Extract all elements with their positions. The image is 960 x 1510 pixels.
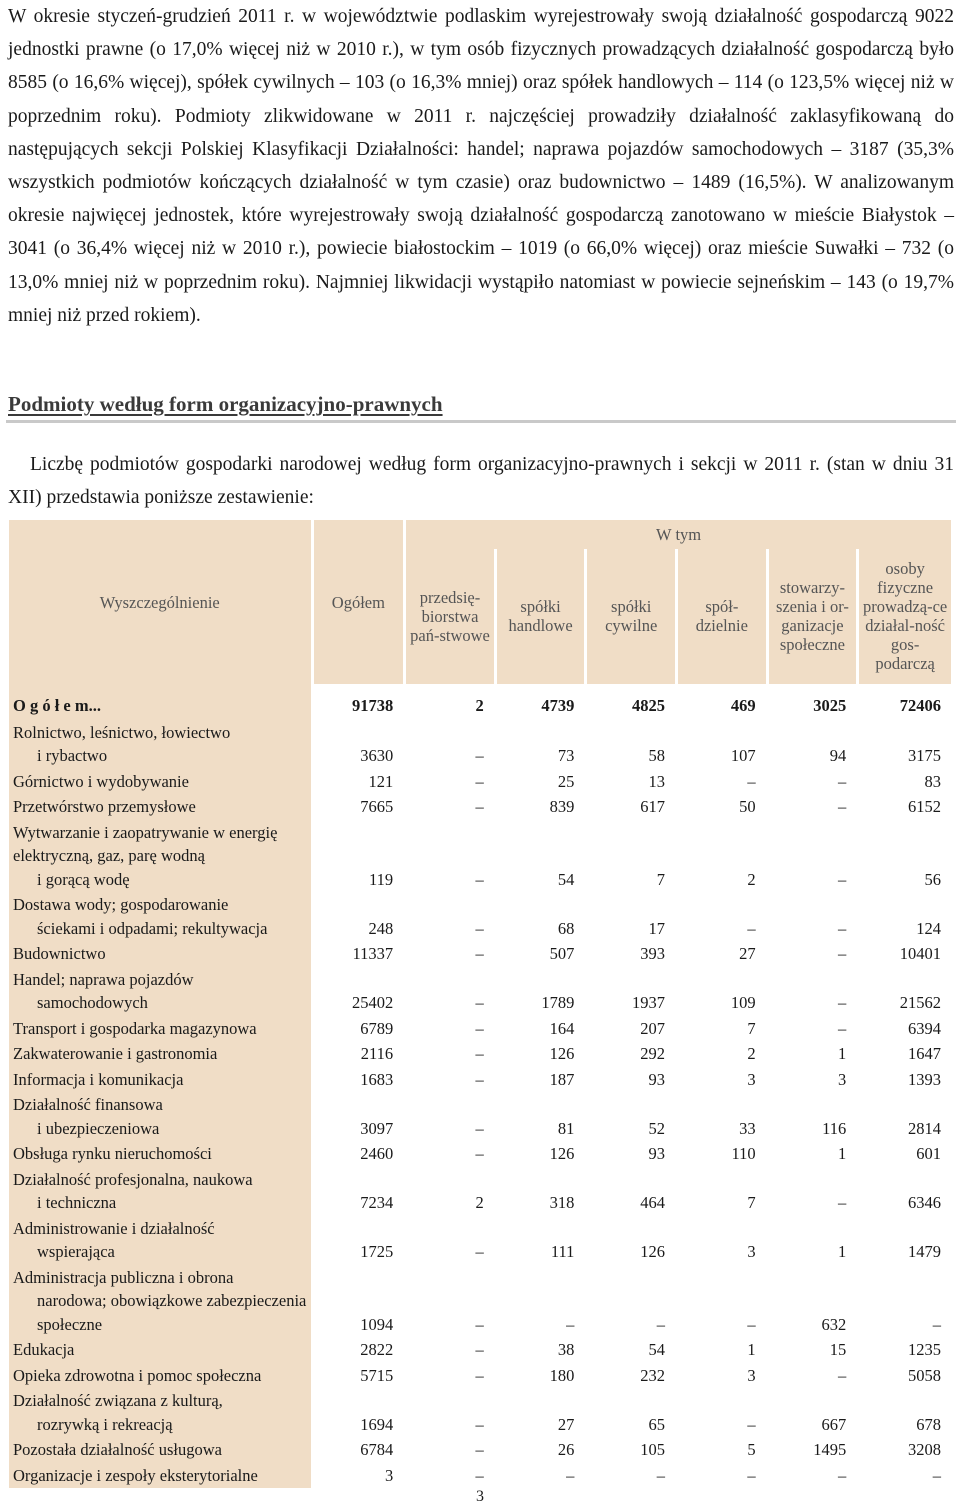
- table-cell: 3: [384, 1465, 394, 1485]
- table-row: [9, 967, 951, 1016]
- table-cell: 2: [747, 869, 756, 889]
- table-cell: –: [747, 1465, 756, 1485]
- table-cell: 1683: [360, 1069, 394, 1089]
- table-cell: –: [475, 1242, 484, 1261]
- row-label: [9, 794, 311, 820]
- table-row: [9, 1092, 951, 1141]
- table-cell: 1393: [908, 1069, 941, 1089]
- table-cell: –: [475, 1465, 484, 1485]
- total-cell: 91738: [351, 696, 394, 715]
- table-cell: 6346: [908, 1193, 941, 1212]
- table-cell: –: [475, 918, 484, 938]
- table-cell: 7: [747, 1193, 756, 1212]
- total-cell: 72406: [899, 696, 941, 715]
- row-label-line: Edukacja: [13, 1340, 75, 1359]
- table-cell: 3: [747, 1365, 756, 1385]
- table-cell: 464: [640, 1193, 666, 1212]
- table-cell: 207: [640, 1018, 666, 1038]
- table-cell: 116: [822, 1118, 847, 1138]
- table-row: [9, 1216, 951, 1265]
- row-label: [9, 892, 311, 941]
- table-cell: 3175: [908, 746, 941, 765]
- table-cell: 2: [475, 1193, 484, 1212]
- row-label-line: Pozostała działalność usługowa: [13, 1440, 222, 1459]
- table-cell: 2460: [360, 1144, 394, 1163]
- header-total: Ogółem: [314, 520, 404, 684]
- table-cell: –: [837, 918, 847, 938]
- table-row: [9, 1388, 951, 1437]
- table-row: [9, 794, 951, 820]
- table-row: [9, 1463, 951, 1489]
- table-cell: 1789: [541, 993, 575, 1012]
- row-label-line: Działalność związana z kulturą,: [13, 1391, 223, 1410]
- table-cell: 3097: [360, 1118, 394, 1138]
- table-cell: 1647: [908, 1044, 941, 1063]
- row-label: [9, 1092, 311, 1141]
- table-cell: 1694: [360, 1414, 394, 1434]
- row-label: [9, 1067, 311, 1093]
- table-cell: –: [837, 993, 847, 1012]
- row-label-line: Organizacje i zespoły eksterytorialne: [13, 1465, 258, 1485]
- table-cell: –: [475, 1440, 484, 1459]
- table-cell: 3: [747, 1242, 756, 1261]
- table-cell: 187: [549, 1069, 575, 1089]
- header-w-tym: W tym: [406, 520, 951, 549]
- table-row: [9, 769, 951, 795]
- table-cell: 1937: [632, 993, 666, 1012]
- table-row: [9, 1265, 951, 1338]
- table-cell: 93: [648, 1069, 666, 1089]
- table-cell: 54: [648, 1340, 666, 1359]
- table-cell: –: [747, 771, 756, 791]
- table-cell: 58: [648, 746, 666, 765]
- table-cell: 121: [368, 771, 394, 791]
- table-cell: 93: [648, 1144, 666, 1163]
- table-cell: 25402: [351, 993, 394, 1012]
- table-cell: 5: [747, 1440, 756, 1459]
- table-cell: –: [475, 1340, 484, 1359]
- row-label-line: Zakwaterowanie i gastronomia: [13, 1044, 218, 1063]
- table-cell: 26: [557, 1440, 575, 1459]
- stats-table: [6, 520, 954, 1488]
- table-cell: –: [656, 1314, 666, 1334]
- row-label: [9, 941, 311, 967]
- row-label: [9, 720, 311, 769]
- row-label: [9, 1463, 311, 1489]
- header-name: Wyszczególnienie: [9, 520, 311, 684]
- table-cell: 3: [747, 1069, 756, 1089]
- table-row: [9, 720, 951, 769]
- table-cell: –: [837, 1465, 847, 1485]
- row-label: [9, 1167, 311, 1216]
- table-cell: 292: [640, 1044, 666, 1063]
- table-cell: 7: [656, 869, 666, 889]
- table-cell: 1: [837, 1044, 847, 1063]
- table-row: [9, 1337, 951, 1363]
- table-cell: 54: [557, 869, 575, 889]
- table-cell: –: [475, 1118, 484, 1138]
- header-spoldzielnie: spół-dzielnie: [678, 549, 766, 684]
- row-label-continuation: i techniczna: [37, 1193, 117, 1212]
- row-label-continuation: i gorącą wodę: [37, 869, 130, 889]
- intro-paragraph: W okresie styczeń-grudzień 2011 r. w województwie podlaskim wyrejestrowały swoją działalność gospodarczą 9022 jednostki prawne (o 17,0% więcej niż w 2010 r.), w tym osób fizycznych prowadzących działalność gospodarczą było 8585 (o 16,6% więcej), spółek cywilnych – 103 (o 16,3% mniej) oraz spółek handlowych – 114 (o 123,5% więcej niż w poprzednim roku). Podmioty zlikwidowane w 2011 r. najczęściej prowadziły działalność zaklasyfikowaną do następujących sekcji Polskiej Klasyfikacji Działalności: handel; naprawa pojazdów samochodowych – 3187 (35,3% wszystkich podmiotów kończących działalność w tym czasie) oraz budownictwo – 1489 (16,5%). W analizowanym okresie najwięcej jednostek, które wyrejestrowały swoją działalność gospodarczą zanotowano w mieście Białystok – 3041 (o 36,4% więcej niż w 2010 r.), powiecie białostockim – 1019 (o 66,0% więcej) oraz mieście Suwałki – 732 (o 13,0% mniej niż w poprzednim roku). Najmniej likwidacji wystąpiło natomiast w powiecie sejneńskim – 143 (o 19,7% mniej niż przed rokiem).: [8, 6, 954, 326]
- row-label-continuation: rozrywką i rekreacją: [37, 1414, 173, 1434]
- table-row: [9, 1141, 951, 1167]
- table-cell: –: [747, 918, 756, 938]
- table-cell: 632: [821, 1314, 847, 1334]
- table-cell: 109: [730, 993, 756, 1012]
- row-label-continuation: wspierająca: [37, 1242, 115, 1261]
- row-label: [9, 1016, 311, 1042]
- table-cell: 3: [837, 1069, 847, 1089]
- row-label-line: Informacja i komunikacja: [13, 1069, 184, 1089]
- header-spolki-handlowe: spółki handlowe: [497, 549, 585, 684]
- table-cell: 33: [739, 1118, 756, 1138]
- row-label: [9, 1337, 311, 1363]
- table-cell: 124: [916, 918, 941, 938]
- table-cell: –: [747, 1314, 756, 1334]
- row-label-continuation: narodowa; obowiązkowe zabezpieczenia społeczne: [37, 1291, 307, 1334]
- table-cell: 27: [557, 1414, 575, 1434]
- table-cell: 94: [829, 746, 847, 765]
- table-cell: 25: [557, 771, 575, 791]
- table-cell: 56: [924, 869, 941, 889]
- table-cell: 2822: [360, 1340, 394, 1359]
- section-divider: [6, 420, 956, 423]
- table-cell: 73: [557, 746, 575, 765]
- table-cell: 180: [549, 1365, 575, 1385]
- table-cell: 5715: [360, 1365, 394, 1385]
- table-row: [9, 820, 951, 893]
- table-cell: 111: [550, 1242, 575, 1261]
- table-cell: 318: [549, 1193, 575, 1212]
- table-cell: 126: [549, 1144, 575, 1163]
- stats-table-body: [9, 684, 951, 1488]
- table-cell: 81: [557, 1118, 575, 1138]
- table-cell: 2814: [908, 1118, 941, 1138]
- table-cell: –: [837, 1018, 847, 1038]
- table-cell: 107: [730, 746, 756, 765]
- table-cell: 1: [837, 1144, 847, 1163]
- table-cell: –: [475, 1365, 484, 1385]
- table-cell: –: [837, 944, 847, 963]
- table-cell: 2116: [360, 1044, 394, 1063]
- table-cell: –: [475, 869, 484, 889]
- total-cell: 4739: [541, 696, 575, 715]
- row-label-continuation: ściekami i odpadami; rekultywacja: [37, 918, 268, 938]
- table-cell: –: [475, 746, 484, 765]
- row-label-line: Administracja publiczna i obrona: [13, 1267, 234, 1287]
- table-cell: –: [475, 1314, 484, 1334]
- header-spolki-cywilne: spółki cywilne: [587, 549, 675, 684]
- table-cell: 164: [549, 1018, 575, 1038]
- table-row: [9, 941, 951, 967]
- table-cell: 1: [747, 1340, 756, 1359]
- row-label-continuation: samochodowych: [37, 993, 148, 1012]
- table-cell: 110: [731, 1144, 756, 1163]
- table-cell: 65: [648, 1414, 666, 1434]
- table-cell: 1725: [360, 1242, 394, 1261]
- table-row: [9, 892, 951, 941]
- table-cell: 83: [924, 771, 941, 791]
- table-cell: –: [837, 1365, 847, 1385]
- row-label-line: Budownictwo: [13, 944, 106, 963]
- row-label: [9, 1388, 311, 1437]
- section-title: Podmioty według form organizacyjno-prawnych: [8, 392, 443, 416]
- row-label-line: Działalność profesjonalna, naukowa: [13, 1169, 253, 1189]
- table-row: [9, 1437, 951, 1463]
- row-label-line: Obsługa rynku nieruchomości: [13, 1144, 212, 1163]
- table-cell: 393: [640, 944, 666, 963]
- table-cell: 119: [369, 869, 394, 889]
- row-label-continuation: i rybactwo: [37, 746, 108, 765]
- row-label: [9, 1363, 311, 1389]
- table-cell: 1235: [908, 1340, 941, 1359]
- table-cell: 3630: [360, 746, 394, 765]
- total-cell: 2: [475, 696, 484, 715]
- table-cell: 7234: [360, 1193, 394, 1212]
- table-cell: 13: [648, 771, 666, 791]
- table-cell: 507: [549, 944, 575, 963]
- row-label: [9, 769, 311, 795]
- table-cell: 6152: [908, 797, 941, 816]
- table-cell: 248: [368, 918, 394, 938]
- header-stowarzyszenia: stowarzy-szenia i or-ganizacje społeczne: [769, 549, 857, 684]
- table-cell: 6394: [908, 1018, 941, 1038]
- table-cell: –: [837, 797, 847, 816]
- table-cell: –: [837, 869, 847, 889]
- total-cell: 469: [730, 696, 756, 715]
- row-label-line: Dostawa wody; gospodarowanie: [13, 895, 229, 914]
- table-cell: 6784: [360, 1440, 394, 1459]
- table-cell: –: [475, 993, 484, 1012]
- row-label: [9, 1216, 311, 1265]
- table-cell: 6789: [360, 1018, 394, 1038]
- table-cell: –: [475, 944, 484, 963]
- header-przedsiebiorstwa-panstwowe: przedsię-biorstwa pań-stwowe: [406, 549, 494, 684]
- total-cell: 3025: [813, 696, 847, 715]
- table-cell: –: [837, 1193, 847, 1212]
- page-number: 3: [476, 1488, 484, 1505]
- table-cell: 1479: [908, 1242, 941, 1261]
- row-label-line: Transport i gospodarka magazynowa: [13, 1018, 257, 1038]
- table-cell: 52: [648, 1118, 666, 1138]
- row-label-line: Handel; naprawa pojazdów: [13, 969, 194, 989]
- table-cell: –: [475, 1018, 484, 1038]
- row-label-line: Działalność finansowa: [13, 1095, 163, 1114]
- row-label: [9, 1141, 311, 1167]
- row-label-continuation: i ubezpieczeniowa: [37, 1118, 160, 1138]
- table-cell: 667: [821, 1414, 847, 1434]
- table-cell: –: [932, 1314, 941, 1334]
- header-osoby-fizyczne: osoby fizyczne prowadzą-ce działal-ność gos-podarczą: [859, 549, 951, 684]
- table-cell: –: [475, 1414, 484, 1434]
- total-row-label: O g ó ł e m...: [9, 684, 311, 720]
- table-cell: –: [747, 1414, 756, 1434]
- row-label: [9, 1265, 311, 1338]
- table-cell: –: [566, 1314, 575, 1334]
- table-cell: –: [475, 1144, 484, 1163]
- table-cell: –: [932, 1465, 941, 1485]
- table-cell: 15: [829, 1340, 847, 1359]
- table-row: [9, 1016, 951, 1042]
- table-row: [9, 1067, 951, 1093]
- table-row: [9, 1167, 951, 1216]
- row-label-line: Wytwarzanie i zaopatrywanie w energię elektryczną, gaz, parę wodną: [13, 822, 278, 865]
- table-cell: 2: [747, 1044, 756, 1063]
- row-label-line: Przetwórstwo przemysłowe: [13, 797, 196, 816]
- table-cell: 5058: [908, 1365, 941, 1385]
- table-cell: 27: [739, 944, 756, 963]
- table-cell: 839: [549, 797, 575, 816]
- table-cell: 3208: [908, 1440, 941, 1459]
- table-cell: 7: [747, 1018, 756, 1038]
- row-label: [9, 1437, 311, 1463]
- table-cell: 11337: [352, 944, 394, 963]
- table-cell: 617: [640, 797, 666, 816]
- table-cell: 601: [916, 1144, 941, 1163]
- table-cell: 1495: [813, 1440, 847, 1459]
- table-cell: 50: [739, 797, 756, 816]
- table-cell: 678: [916, 1414, 941, 1434]
- table-cell: 126: [640, 1242, 666, 1261]
- table-cell: –: [566, 1465, 575, 1485]
- row-label: [9, 967, 311, 1016]
- table-cell: –: [475, 1069, 484, 1089]
- table-cell: 17: [648, 918, 666, 938]
- table-cell: 1094: [360, 1314, 394, 1334]
- table-cell: –: [656, 1465, 666, 1485]
- row-label: [9, 820, 311, 893]
- row-label-line: Opieka zdrowotna i pomoc społeczna: [13, 1365, 262, 1385]
- table-cell: 10401: [899, 944, 941, 963]
- table-row: [9, 1363, 951, 1389]
- table-cell: 38: [557, 1340, 575, 1359]
- table-cell: –: [475, 797, 484, 816]
- table-cell: –: [475, 1044, 484, 1063]
- table-cell: –: [475, 771, 484, 791]
- row-label-line: Administrowanie i działalność: [13, 1218, 215, 1238]
- table-intro-paragraph: Liczbę podmiotów gospodarki narodowej według form organizacyjno-prawnych i sekcji w 2011 r. (stan w dniu 31 XII) przedstawia poniższe zestawienie:: [8, 454, 954, 509]
- table-cell: –: [837, 771, 847, 791]
- total-row: [9, 684, 951, 720]
- row-label-line: Rolnictwo, leśnictwo, łowiectwo: [13, 722, 231, 742]
- table-cell: 232: [640, 1365, 666, 1385]
- table-cell: 126: [549, 1044, 575, 1063]
- table-cell: 68: [557, 918, 575, 938]
- table-row: [9, 1041, 951, 1067]
- row-label: [9, 1041, 311, 1067]
- table-cell: 105: [640, 1440, 666, 1459]
- row-label-line: Górnictwo i wydobywanie: [13, 771, 189, 791]
- total-cell: 4825: [632, 696, 666, 715]
- table-cell: 1: [837, 1242, 847, 1261]
- table-cell: 21562: [899, 993, 941, 1012]
- table-cell: 7665: [360, 797, 394, 816]
